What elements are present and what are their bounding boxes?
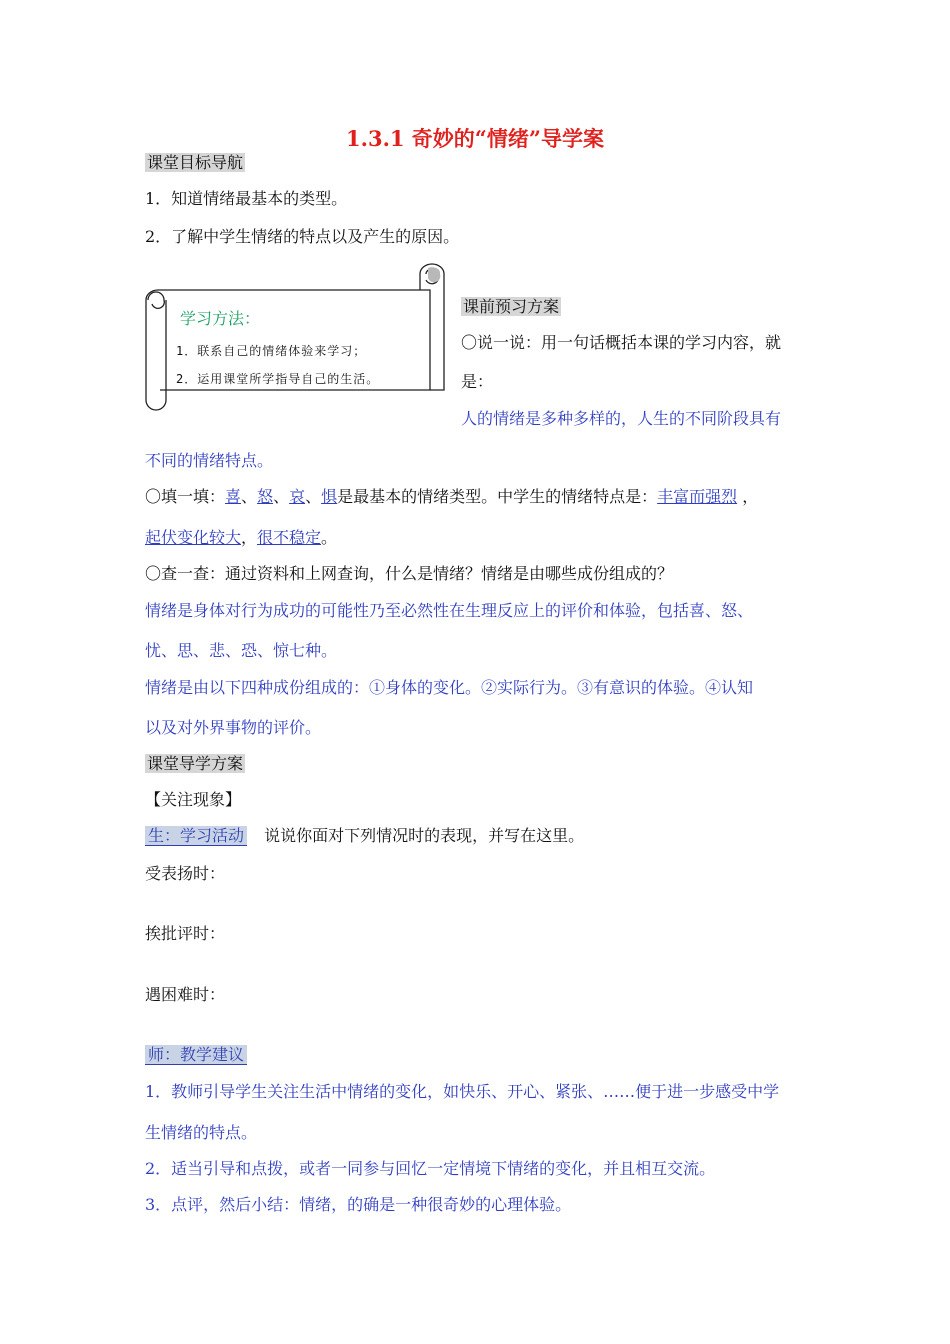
method-item: 1．联系自己的情绪体验来学习； bbox=[176, 344, 367, 358]
goal-item: 1．知道情绪最基本的类型。 bbox=[145, 189, 348, 208]
fill-answer: 起伏变化较大 bbox=[145, 528, 242, 547]
teacher-suggestion-cont: 生情绪的特点。 bbox=[145, 1123, 258, 1142]
fill-answer: 怒 bbox=[257, 487, 274, 506]
check-answer: 情绪是由以下四种成份组成的：①身体的变化。②实际行为。③有意识的体验。④认知 bbox=[145, 678, 754, 697]
page-title: 1.3.1 奇妙的“情绪”导学案 bbox=[346, 126, 604, 151]
scroll-banner bbox=[138, 260, 456, 418]
praised-label: 受表扬时： bbox=[145, 864, 226, 883]
check-answer: 情绪是身体对行为成功的可能性乃至必然性在生理反应上的评价和体验，包括喜、怒、 bbox=[145, 601, 754, 620]
student-activity-line: 生：学习活动 说说你面对下列情况时的表现，并写在这里。 bbox=[145, 826, 584, 846]
preview-heading: 课前预习方案 bbox=[463, 297, 560, 316]
check-answer: 忧、思、悲、恐、惊七种。 bbox=[145, 641, 338, 660]
check-question: 〇查一查：通过资料和上网查询，什么是情绪？情绪是由哪些成份组成的？ bbox=[145, 564, 674, 583]
fill-answer: 很不稳定 bbox=[257, 528, 322, 547]
goal-item: 2．了解中学生情绪的特点以及产生的原因。 bbox=[145, 227, 460, 246]
fill-line: 〇填一填：喜、怒、哀、惧是最基本的情绪类型。中学生的情绪特点是：丰富而强烈 ， bbox=[145, 487, 759, 506]
student-tag: 生：学习活动 bbox=[145, 826, 247, 846]
difficulty-label: 遇困难时： bbox=[145, 985, 226, 1004]
fill-answer: 喜 bbox=[225, 487, 242, 506]
fill-answer: 惧 bbox=[321, 487, 338, 506]
method-item: 2．运用课堂所学指导自己的生活。 bbox=[176, 372, 380, 386]
goals-heading: 课堂目标导航 bbox=[147, 153, 244, 172]
say-question-cont: 是： bbox=[461, 372, 494, 391]
method-heading: 学习方法： bbox=[180, 309, 261, 328]
teacher-suggestion: 2．适当引导和点拨，或者一同参与回忆一定情境下情绪的变化，并且相互交流。 bbox=[145, 1159, 716, 1178]
check-answer: 以及对外界事物的评价。 bbox=[145, 718, 322, 737]
focus-label: 【关注现象】 bbox=[145, 790, 242, 809]
teacher-suggestion: 1．教师引导学生关注生活中情绪的变化，如快乐、开心、紧张、……便于进一步感受中学 bbox=[145, 1082, 780, 1101]
fill-answer: 哀 bbox=[289, 487, 306, 506]
say-answer: 人的情绪是多种多样的，人生的不同阶段具有 bbox=[461, 409, 782, 428]
classroom-heading: 课堂导学方案 bbox=[147, 754, 244, 773]
fill-answer: 丰富而强烈 bbox=[657, 487, 738, 506]
teacher-tag: 师：教学建议 bbox=[145, 1045, 247, 1065]
say-answer-cont: 不同的情绪特点。 bbox=[145, 451, 274, 470]
say-question: 〇说一说：用一句话概括本课的学习内容，就 bbox=[461, 333, 782, 352]
fill-line-cont: 起伏变化较大，很不稳定。 bbox=[145, 528, 338, 547]
teacher-suggestion: 3．点评，然后小结：情绪，的确是一种很奇妙的心理体验。 bbox=[145, 1195, 572, 1214]
criticized-label: 挨批评时： bbox=[145, 924, 226, 943]
teacher-tag-line bbox=[145, 1045, 247, 1065]
